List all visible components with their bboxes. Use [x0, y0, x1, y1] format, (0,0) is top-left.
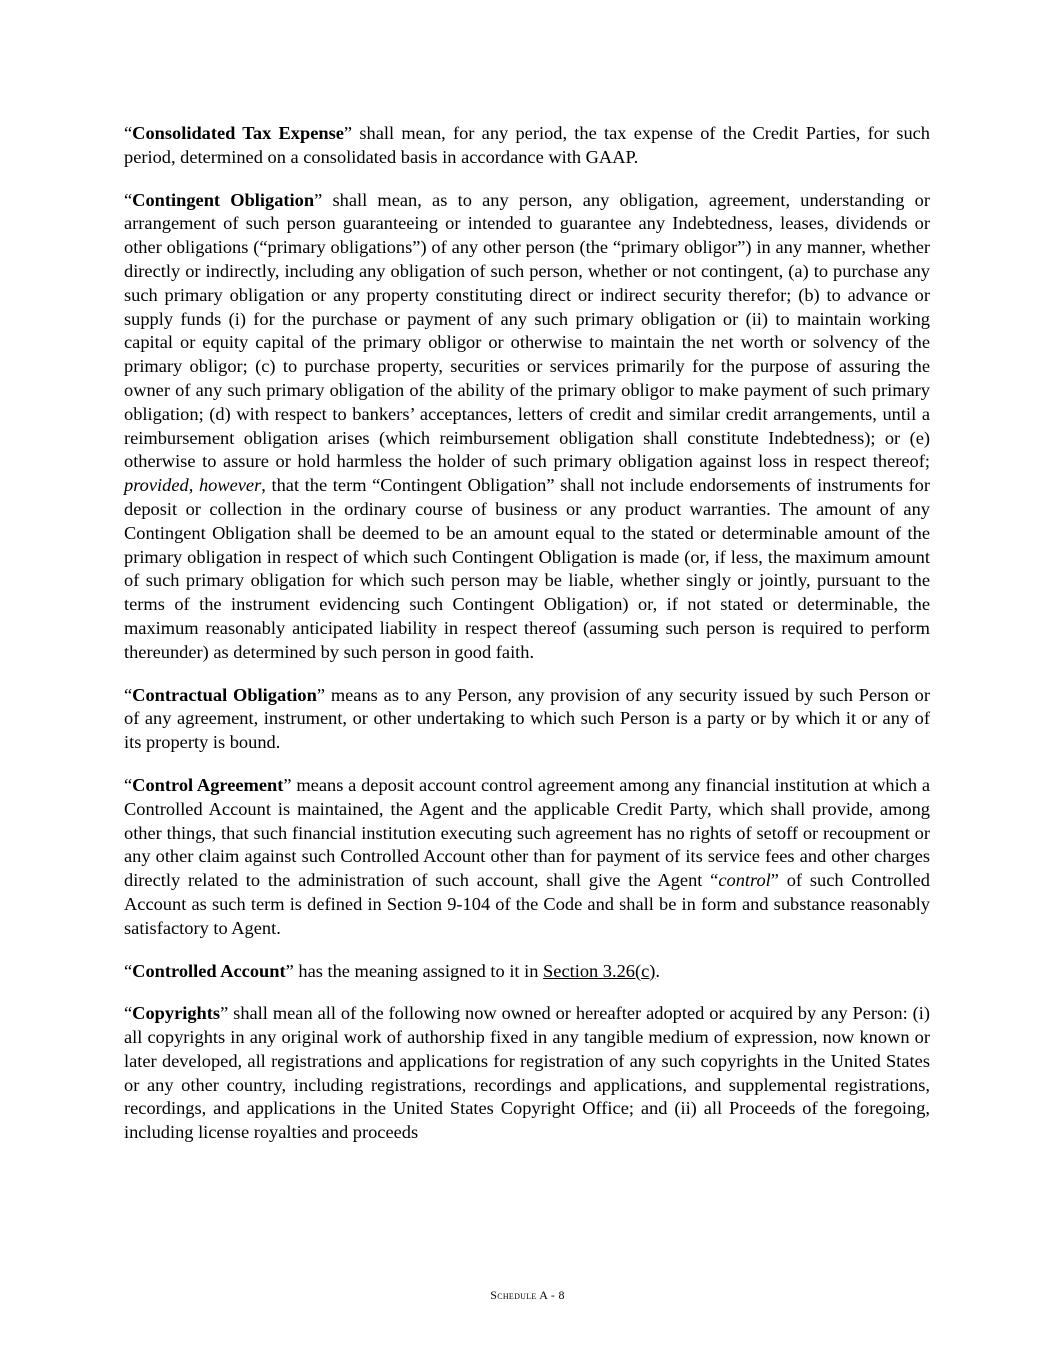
definition-contingent-obligation: “Contingent Obligation” shall mean, as to any person, any obligation, agreement, understanding or arrangement of such person guaranteeing or intended to guarantee any Indebtedness, leases, dividends or other obligations (“primary obligations”) of any other person (the “primary obligor”) in any manner, whether directly or indirectly, including any obligation of such person, whether or not contingent, (a) to purchase any such primary obligation or any property constituting direct or indirect security therefor; (b) to advance or supply funds (i) for the purchase or payment of any such primary obligation or (ii) to maintain working capital or equity capital of the primary obligor or otherwise to maintain the net worth or solvency of the primary obligor; (c) to purchase property, securities or services primarily for the purpose of assuring the owner of any such primary obligation of the ability of the primary obligor to make payment of such primary obligation; (d) with respect to bankers’ acceptances, letters of credit and similar credit arrangements, until a reimbursement obligation arises (which reimbursement obligation shall constitute Indebtedness); or (e) otherwise to assure or hold harmless the holder of such primary obligation against loss in respect thereof; provided, however, that the term “Contingent Obligation” shall not include endorsements of instruments for deposit or collection in the ordinary course of business or any product warranties. The amount of any Contingent Obligation shall be deemed to be an amount equal to the stated or determinable amount of the primary obligation in respect of which such Contingent Obligation is made (or, if less, the maximum amount of such primary obligation for which such person may be liable, whether singly or jointly, pursuant to the terms of the instrument evidencing such Contingent Obligation) or, if not stated or determinable, the maximum reasonably anticipated liability in respect thereof (assuming such person is required to perform thereunder) as determined by such person in good faith. [124, 189, 930, 662]
definition-copyrights: “Copyrights” shall mean all of the following now owned or hereafter adopted or acquired by any Person: (i) all copyrights in any original work of authorship fixed in any tangible medium of expression, now known or later developed, all registrations and applications for registration of any such copyrights in the United States or any other country, including registrations, recordings and applications, and supplemental registrations, recordings, and applications in the United States Copyright Office; and (ii) all Proceeds of the foregoing, including license royalties and proceeds [124, 1003, 930, 1143]
definition-text: means a deposit account control agreement among any financial institution at which a Controlled Account is maintained, the Agent and the applicable Credit Party, which shall provide, among other things, that such financial institution executing such agreement has no rights of setoff or recoupment or any other claim against such Controlled Account other than for payment of its service fees and other charges directly related to the administration of such account, shall give the Agent “ [124, 774, 930, 891]
section-reference-link[interactable]: Section 3.26(c) [543, 960, 656, 981]
definition-text: , [188, 475, 199, 496]
defined-term: Contingent Obligation [132, 189, 315, 210]
definition-text: means as to any Person, any provision of any security issued by such Person or of any agreement, instrument, or other undertaking to which such Person is a party or by which it or any of its property is bound. [124, 684, 930, 753]
definition-text: has the meaning assigned to it in [293, 960, 544, 981]
document-body [124, 122, 930, 1164]
definition-text: shall mean, for any period, the tax expense of the Credit Parties, for such period, determined on a consolidated basis in accordance with GAAP. [124, 123, 930, 167]
defined-term: Controlled Account [132, 960, 286, 981]
definition-text: , that the term “Contingent Obligation” shall not include endorsements of instruments for deposit or collection in the ordinary course of business or any product warranties. The amount of any Contingent Obligation shall be deemed to be an amount equal to the stated or determinable amount of the primary obligation in respect of which such Contingent Obligation is made (or, if less, the maximum amount of such primary obligation for which such person may be liable, whether singly or jointly, pursuant to the terms of the instrument evidencing such Contingent Obligation) or, if not stated or determinable, the maximum reasonably anticipated liability in respect thereof (assuming such person is required to perform thereunder) as determined by such person in good faith. [124, 475, 930, 662]
defined-term: Contractual Obligation [132, 684, 317, 705]
definition-text: shall mean all of the following now owned or hereafter adopted or acquired by any Person: (i) all copyrights in any original work of authorship fixed in any tangible medium of expression, now known or later developed, all registrations and applications for registration of any such copyrights in the United States or any other country, including registrations, recordings and applications, and supplemental registrations, recordings, and applications in the United States Copyright Office; and (ii) all Proceeds of the foregoing, including license royalties and proceeds [124, 1003, 930, 1143]
definition-text: shall mean, as to any person, any obligation, agreement, understanding or arrangement of such person guaranteeing or intended to guarantee any Indebtedness, leases, dividends or other obligations (“primary obligations”) of any other person (the “primary obligor”) in any manner, whether directly or indirectly, including any obligation of such person, whether or not contingent, (a) to purchase any such primary obligation or any property constituting direct or indirect security therefor; (b) to advance or supply funds (i) for the purchase or payment of any such primary obligation or (ii) to maintain working capital or equity capital of the primary obligor or otherwise to maintain the net worth or solvency of the primary obligor; (c) to purchase property, securities or services primarily for the purpose of assuring the owner of any such primary obligation of the ability of the primary obligor to make payment of such primary obligation; (d) with respect to bankers’ acceptances, letters of credit and similar credit arrangements, until a reimbursement obligation arises (which reimbursement obligation shall constitute Indebtedness); or (e) otherwise to assure or hold harmless the holder of such primary obligation against loss in respect thereof; [124, 189, 930, 472]
definition-contractual-obligation: “Contractual Obligation” means as to any Person, any provision of any security issued by such Person or of any agreement, instrument, or other undertaking to which such Person is a party or by which it or any of its property is bound. [124, 684, 930, 753]
defined-term: Consolidated Tax Expense [132, 123, 344, 143]
definition-consolidated-tax-expense: “Consolidated Tax Expense” shall mean, for any period, the tax expense of the Credit Parties, for such period, determined on a consolidated basis in accordance with GAAP. [124, 123, 930, 167]
italic-control: control [718, 870, 771, 891]
italic-provided: provided [124, 475, 189, 496]
definition-text: . [655, 960, 661, 981]
defined-term: Copyrights [132, 1003, 221, 1024]
defined-term: Control Agreement [132, 774, 284, 795]
definition-controlled-account: “Controlled Account” has the meaning assigned to it in Section 3.26(c). [124, 960, 661, 981]
definition-control-agreement: “Control Agreement” means a deposit account control agreement among any financial institution at which a Controlled Account is maintained, the Agent and the applicable Credit Party, which shall provide, among other things, that such financial institution executing such agreement has no rights of setoff or recoupment or any other claim against such Controlled Account other than for payment of its service fees and other charges directly related to the administration of such account, shall give the Agent “control” of such Controlled Account as such term is defined in Section 9-104 of the Code and shall be in form and substance reasonably satisfactory to Agent. [124, 774, 930, 938]
definition-text: ” of such Controlled Account as such term is defined in Section 9-104 of the Code and shall be in form and substance reasonably satisfactory to Agent. [124, 870, 930, 938]
italic-however: however [198, 475, 262, 496]
page-footer: Schedule A - 8 [490, 1288, 565, 1302]
